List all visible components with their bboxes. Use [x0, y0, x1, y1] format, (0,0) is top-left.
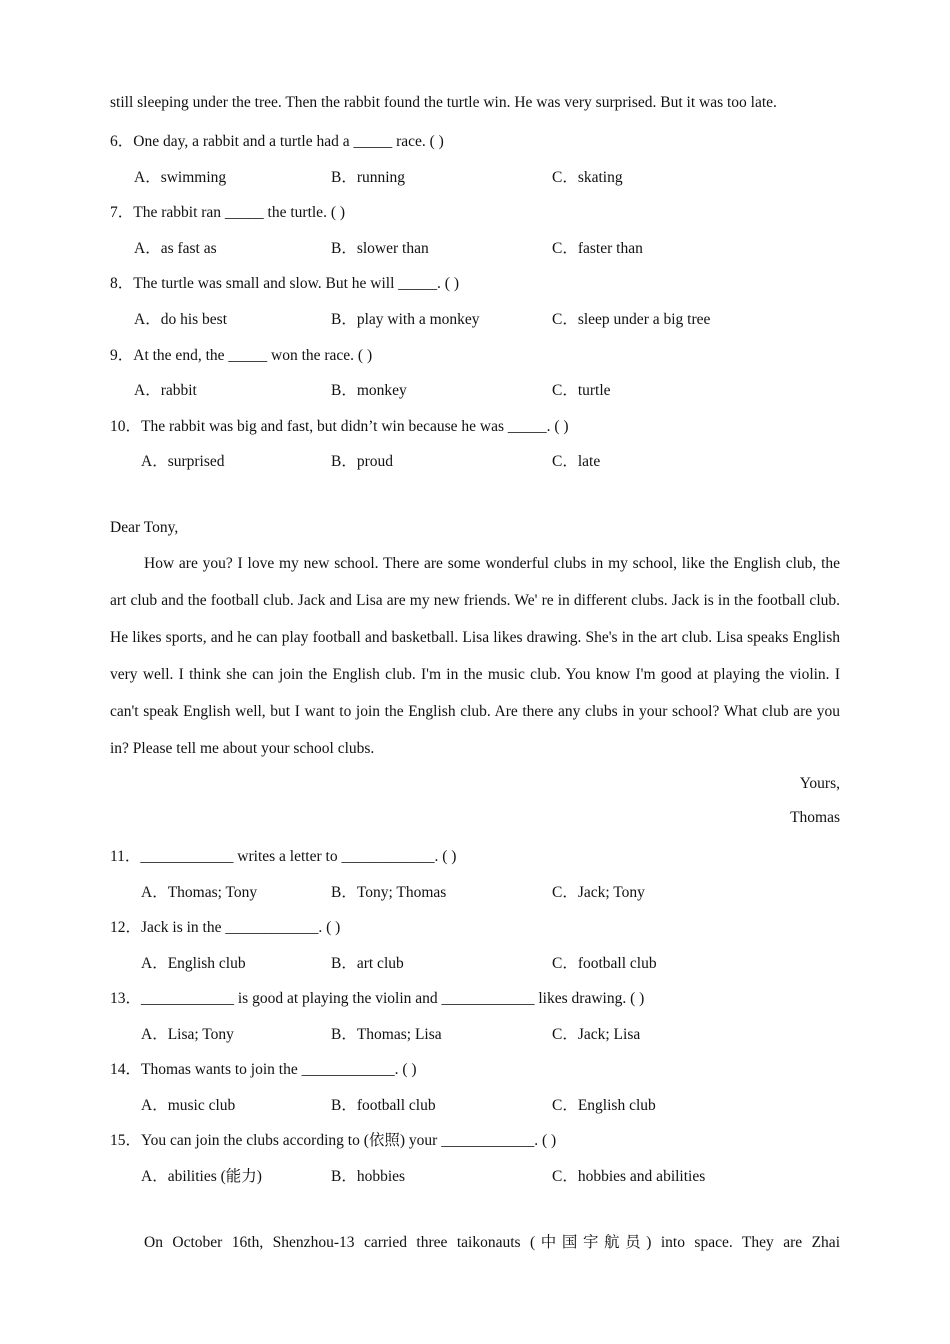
question-13: 13．____________ is good at playing the violin and ____________ likes drawing. ( ): [110, 990, 645, 1007]
option-6a: A．swimming: [134, 169, 227, 186]
question-15: 15．You can join the clubs according to (依照) your ____________. ( ): [110, 1132, 557, 1149]
passage3: [110, 1224, 840, 1261]
option-8c: C．sleep under a big tree: [552, 311, 711, 328]
option-8a: A．do his best: [134, 311, 228, 328]
option-15a: A．abilities (能力): [141, 1168, 262, 1185]
option-6c: C．skating: [552, 169, 623, 186]
option-11a: A．Thomas; Tony: [141, 884, 258, 901]
option-13b: B．Thomas; Lisa: [331, 1026, 442, 1043]
option-6b: B．running: [331, 169, 406, 186]
option-15c: C．hobbies and abilities: [552, 1168, 706, 1185]
question-11: 11．____________ writes a letter to ____________. ( ): [110, 848, 457, 865]
option-13c: C．Jack; Lisa: [552, 1026, 641, 1043]
option-15b: B．hobbies: [331, 1168, 406, 1185]
option-13a: A．Lisa; Tony: [141, 1026, 234, 1043]
option-8b: B．play with a monkey: [331, 311, 480, 328]
question-12: 12．Jack is in the ____________. ( ): [110, 919, 341, 936]
question-7: 7．The rabbit ran _____ the turtle. ( ): [110, 204, 346, 221]
passage-text-line: still sleeping under the tree. Then the rabbit found the turtle win. He was very surprised. But it was too late.: [110, 94, 777, 111]
passage3-text: On October 16th, Shenzhou-13 carried three taikonauts (中国宇航员) into space. They are Zhai: [144, 1234, 840, 1251]
option-10c: C．late: [552, 453, 601, 470]
letter-greeting: Dear Tony,: [110, 519, 179, 536]
option-12c: C．football club: [552, 955, 657, 972]
option-12b: B．art club: [331, 955, 404, 972]
option-9b: B．monkey: [331, 382, 407, 399]
option-11c: C．Jack; Tony: [552, 884, 645, 901]
option-9c: C．turtle: [552, 382, 611, 399]
option-12a: A．English club: [141, 955, 246, 972]
option-9a: A．rabbit: [134, 382, 197, 399]
option-7a: A．as fast as: [134, 240, 217, 257]
letter-body-text: How are you? I love my new school. There are some wonderful clubs in my school, like the English club, the art club and the football club. Jack and Lisa are my new friends. We' re in different clubs. Jack is in the football club. He likes sports, and he can play football and basketball. Lisa likes drawing. She's in the art club. Lisa speaks English very well. I think she can join the English club. I'm in the music club. You know I'm good at playing the violin. I can't speak English well, but I want to join the English club. Are there any clubs in your school? What club are you in? Please tell me about your school clubs.: [110, 555, 840, 757]
option-7b: B．slower than: [331, 240, 429, 257]
question-14: 14．Thomas wants to join the ____________. ( ): [110, 1061, 417, 1078]
question-10: 10．The rabbit was big and fast, but didn’t win because he was _____. ( ): [110, 418, 569, 435]
letter-body: [110, 545, 840, 767]
option-7c: C．faster than: [552, 240, 643, 257]
question-6: 6．One day, a rabbit and a turtle had a _____ race. ( ): [110, 133, 444, 150]
option-10a: A．surprised: [141, 453, 225, 470]
letter-signature: Thomas: [790, 809, 840, 826]
option-14b: B．football club: [331, 1097, 436, 1114]
question-8: 8．The turtle was small and slow. But he will _____. ( ): [110, 275, 459, 292]
letter-closing: Yours,: [799, 775, 840, 792]
question-9: 9．At the end, the _____ won the race. ( ): [110, 347, 373, 364]
option-11b: B．Tony; Thomas: [331, 884, 447, 901]
option-14a: A．music club: [141, 1097, 236, 1114]
option-10b: B．proud: [331, 453, 394, 470]
option-14c: C．English club: [552, 1097, 656, 1114]
